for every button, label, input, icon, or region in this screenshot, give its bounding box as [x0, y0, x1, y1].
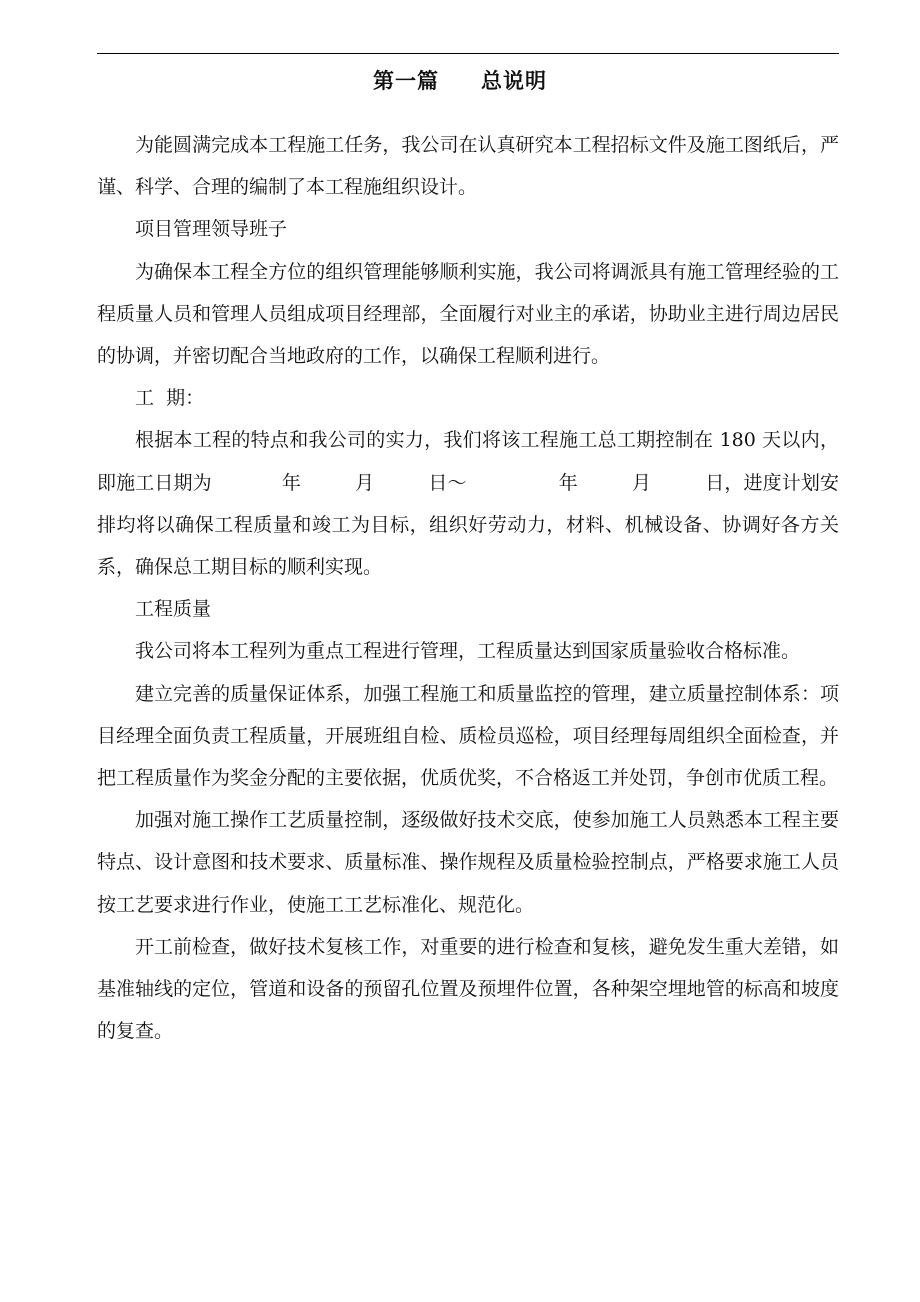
period-text-2: 进度计划安排均将以确保工程质量和竣工为目标，组织好劳动力，材料、机械设备、协调好各方关系，确保总工期目标的顺利实现。: [97, 471, 839, 579]
heading-period: 工 期：: [135, 387, 205, 410]
period-text-1: 根据本工程的特点和我公司的实力，我们将该工程施工总工期控制在 180 天以内，即施工日期为: [97, 429, 839, 494]
heading-quality: 工程质量: [135, 598, 212, 621]
title-part: 第一篇: [373, 68, 439, 93]
title-main: 总说明: [481, 68, 547, 93]
page-title: [0, 62, 920, 100]
date-day-end: 日，: [705, 471, 744, 494]
date-month-end: 月: [631, 471, 652, 494]
paragraph-team: 为确保本工程全方位的组织管理能够顺利实施，我公司将调派具有施工管理经验的工程质量人员和管理人员组成项目经理部，全面履行对业主的承诺，协助业主进行周边居民的协调，并密切配合当地政府的工作，以确保工程顺利进行。: [97, 260, 839, 368]
date-year-start: 年: [281, 471, 301, 494]
paragraph-system: 建立完善的质量保证体系，加强工程施工和质量监控的管理，建立质量控制体系：项目经理全面负责工程质量，开展班组自检、质检员巡检，项目经理每周组织全面检查，并把工程质量作为奖金分配的主要依据，优质优奖，不合格返工并处罚，争创市优质工程。: [97, 682, 839, 790]
paragraph-process: 加强对施工操作工艺质量控制，逐级做好技术交底，使参加施工人员熟悉本工程主要特点、设计意图和技术要求、质量标准、操作规程及质量检验控制点，严格要求施工人员按工艺要求进行作业，使施工工艺标准化、规范化。: [97, 809, 839, 916]
date-day-start: 日～: [428, 471, 467, 494]
paragraph-intro: 为能圆满完成本工程施工任务，我公司在认真研究本工程招标文件及施工图纸后，严谨、科学、合理的编制了本工程施组织设计。: [97, 134, 839, 199]
document-body: [97, 124, 839, 1052]
heading-team: 项目管理领导班子: [135, 218, 288, 241]
date-month-start: 月: [354, 471, 375, 494]
header-rule: [97, 53, 839, 54]
paragraph-precheck: 开工前检查，做好技术复核工作，对重要的进行检查和复核，避免发生重大差错，如基准轴线的定位，管道和设备的预留孔位置及预埋件位置，各种架空埋地管的标高和坡度的复查。: [97, 935, 839, 1043]
paragraph-quality: 我公司将本工程列为重点工程进行管理，工程质量达到国家质量验收合格标准。: [135, 640, 801, 663]
paragraph-period: [97, 419, 839, 588]
date-year-end: 年: [558, 471, 578, 494]
